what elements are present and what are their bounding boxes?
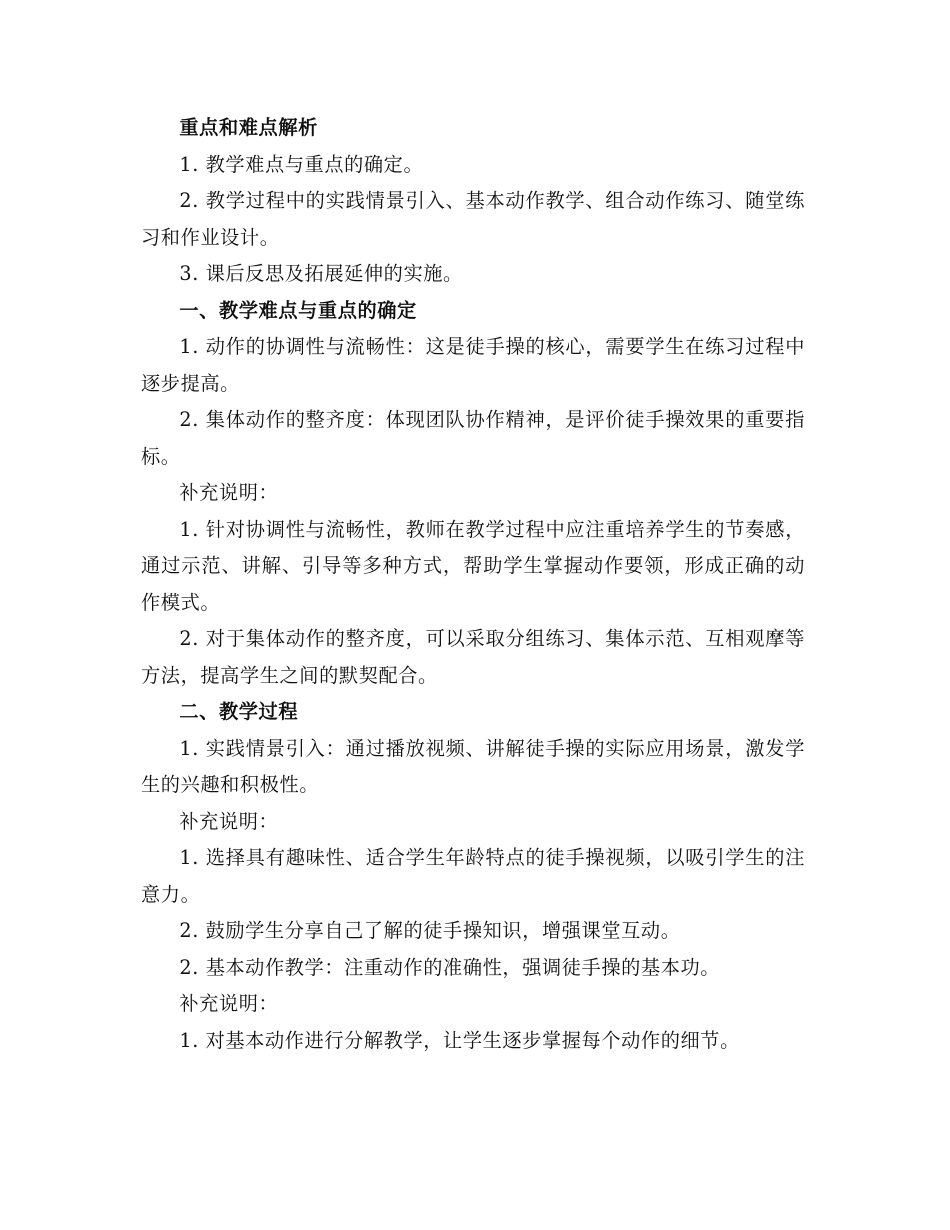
paragraph: 2. 对于集体动作的整齐度，可以采取分组练习、集体示范、互相观摩等方法，提高学生之间的默契配合。: [141, 627, 805, 687]
paragraph: 2. 教学过程中的实践情景引入、基本动作教学、组合动作练习、随堂练习和作业设计。: [141, 189, 805, 249]
paragraph: 1. 动作的协调性与流畅性：这是徒手操的核心，需要学生在练习过程中逐步提高。: [141, 335, 805, 395]
section-heading-key-points: 重点和难点解析: [179, 116, 318, 139]
paragraph: 1. 选择具有趣味性、适合学生年龄特点的徒手操视频，以吸引学生的注意力。: [141, 846, 805, 906]
paragraph: 1. 对基本动作进行分解教学，让学生逐步掌握每个动作的细节。: [179, 1028, 740, 1052]
section-heading-teaching-process: 二、教学过程: [179, 700, 299, 723]
paragraph: 补充说明：: [179, 992, 279, 1015]
paragraph: 1. 实践情景引入：通过播放视频、讲解徒手操的实际应用场景，激发学生的兴趣和积极性。: [141, 736, 805, 796]
paragraph: 2. 基本动作教学：注重动作的准确性，强调徒手操的基本功。: [179, 955, 721, 979]
paragraph: 2. 集体动作的整齐度：体现团队协作精神，是评价徒手操效果的重要指标。: [141, 408, 805, 468]
paragraph: 3. 课后反思及拓展延伸的实施。: [179, 262, 463, 285]
paragraph: 1. 针对协调性与流畅性，教师在教学过程中应注重培养学生的节奏感，通过示范、讲解、引导等多种方式，帮助学生掌握动作要领，形成正确的动作模式。: [141, 517, 805, 614]
paragraph: 1. 教学难点与重点的确定。: [179, 152, 424, 176]
section-heading-difficulties: 一、教学难点与重点的确定: [179, 298, 417, 322]
paragraph: 补充说明：: [179, 481, 279, 504]
paragraph: 补充说明：: [179, 809, 279, 833]
paragraph: 2. 鼓励学生分享自己了解的徒手操知识，增强课堂互动。: [179, 919, 681, 942]
document-body: [141, 110, 805, 1059]
